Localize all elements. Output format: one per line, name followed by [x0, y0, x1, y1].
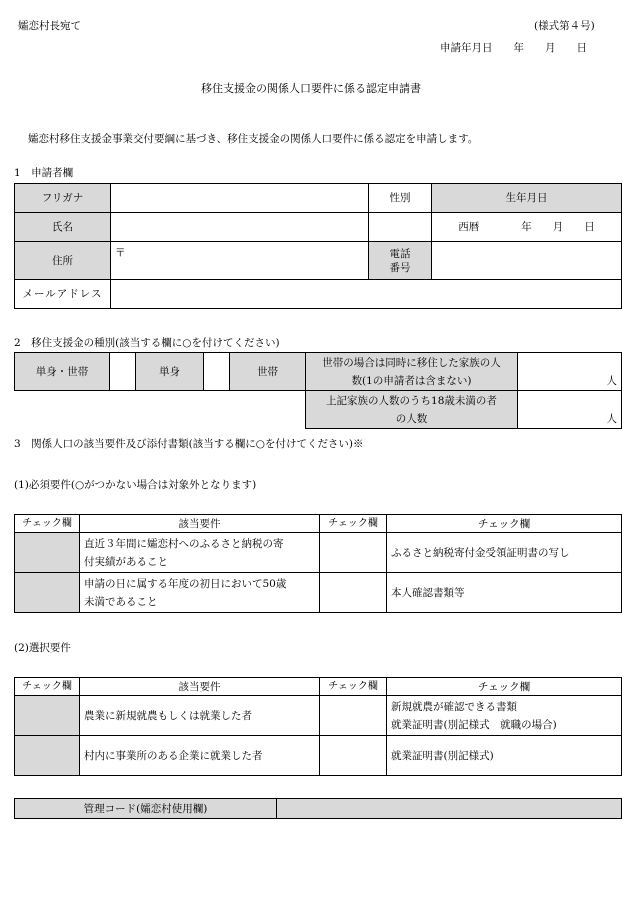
col-check: チェック欄 [15, 515, 80, 533]
col-requirement: 該当要件 [80, 515, 320, 533]
single-label: 単身 [136, 353, 204, 391]
optional-check-1[interactable] [15, 696, 80, 736]
optional-doc-check-1[interactable] [320, 696, 387, 736]
requirement-text: 村内に事業所のある企業に就業した者 [80, 736, 320, 776]
required-doc-check-1[interactable] [320, 533, 387, 573]
addressee: 孀恋村長宛て [18, 20, 81, 32]
section3-heading: 3 関係人口の該当要件及び添付書類(該当する欄に○を付けてください)※ [14, 438, 364, 450]
email-label: メールアドレス [15, 280, 111, 309]
required-doc-check-2[interactable] [320, 573, 387, 613]
address-input[interactable] [111, 242, 369, 280]
household-label: 世帯 [230, 353, 306, 391]
intro-text: 孀恋村移住支援金事業交付要綱に基づき、移住支援金の関係人口要件に係る認定を申請します。 [28, 133, 479, 145]
requirement-text: 申請の日に属する年度の初日において50歳 未満であること [80, 573, 320, 613]
required-requirements-table [14, 514, 622, 613]
required-check-1[interactable] [15, 533, 80, 573]
birthdate-input[interactable]: 西暦 年 月 日 [432, 213, 622, 242]
required-heading: (1)必須要件(○がつかない場合は対象外となります) [14, 479, 257, 491]
optional-heading: (2)選択要件 [14, 642, 71, 654]
document-text: 就業証明書(別記様式) [387, 736, 622, 776]
col-check2: チェック欄 [320, 515, 387, 533]
household-check[interactable] [204, 353, 230, 391]
admin-code-table [14, 798, 622, 819]
requirement-text: 農業に新規就農もしくは就業した者 [80, 696, 320, 736]
document-text: 本人確認書類等 [387, 573, 622, 613]
phone-label: 電話 番号 [369, 242, 432, 280]
gender-label: 性別 [369, 184, 432, 213]
table-row [15, 533, 622, 573]
type-label: 単身・世帯 [15, 353, 110, 391]
optional-check-2[interactable] [15, 736, 80, 776]
page-title: 移住支援金の関係人口要件に係る認定申請書 [201, 82, 421, 95]
applicant-table [14, 183, 622, 309]
furigana-input[interactable] [111, 184, 369, 213]
family-count-label: 世帯の場合は同時に移住した家族の人 数(1の申請者は含まない) [306, 353, 518, 391]
table-row [15, 736, 622, 776]
col-check3: チェック欄 [387, 678, 622, 696]
admin-code-input [277, 799, 622, 819]
form-number: (様式第４号) [534, 20, 595, 32]
document-text: ふるさと納税寄付金受領証明書の写し [387, 533, 622, 573]
birthdate-label: 生年月日 [432, 184, 622, 213]
furigana-label: フリガナ [15, 184, 111, 213]
application-date-line: 申請年月日 年 月 日 [440, 42, 587, 54]
document-text: 新規就農が確認できる書類 就業証明書(別記様式 就職の場合) [387, 696, 622, 736]
family-count-input[interactable]: 人 [518, 353, 622, 391]
optional-doc-check-2[interactable] [320, 736, 387, 776]
required-check-2[interactable] [15, 573, 80, 613]
col-check3: チェック欄 [387, 515, 622, 533]
col-requirement: 該当要件 [80, 678, 320, 696]
optional-requirements-table [14, 677, 622, 776]
postal-mark: 〒 [115, 247, 126, 259]
email-input[interactable] [111, 280, 622, 309]
phone-input[interactable] [432, 242, 622, 280]
requirement-text: 直近３年間に孀恋村へのふるさと納税の寄 付実績があること [80, 533, 320, 573]
name-input[interactable] [111, 213, 369, 242]
name-label: 氏名 [15, 213, 111, 242]
col-check2: チェック欄 [320, 678, 387, 696]
table-row [15, 573, 622, 613]
single-check[interactable] [110, 353, 136, 391]
gender-input[interactable] [369, 213, 432, 242]
admin-code-label: 管理コード(孀恋村使用欄) [15, 799, 277, 819]
address-label: 住所 [15, 242, 111, 280]
table-row [15, 696, 622, 736]
section1-heading: 1 申請者欄 [14, 167, 74, 179]
subsidy-type-table [14, 352, 622, 429]
minor-count-input[interactable]: 人 [518, 391, 622, 429]
minor-count-label: 上記家族の人数のうち18歳未満の者 の人数 [306, 391, 518, 429]
section2-heading: 2 移住支援金の種別(該当する欄に○を付けてください) [14, 337, 280, 349]
col-check: チェック欄 [15, 678, 80, 696]
